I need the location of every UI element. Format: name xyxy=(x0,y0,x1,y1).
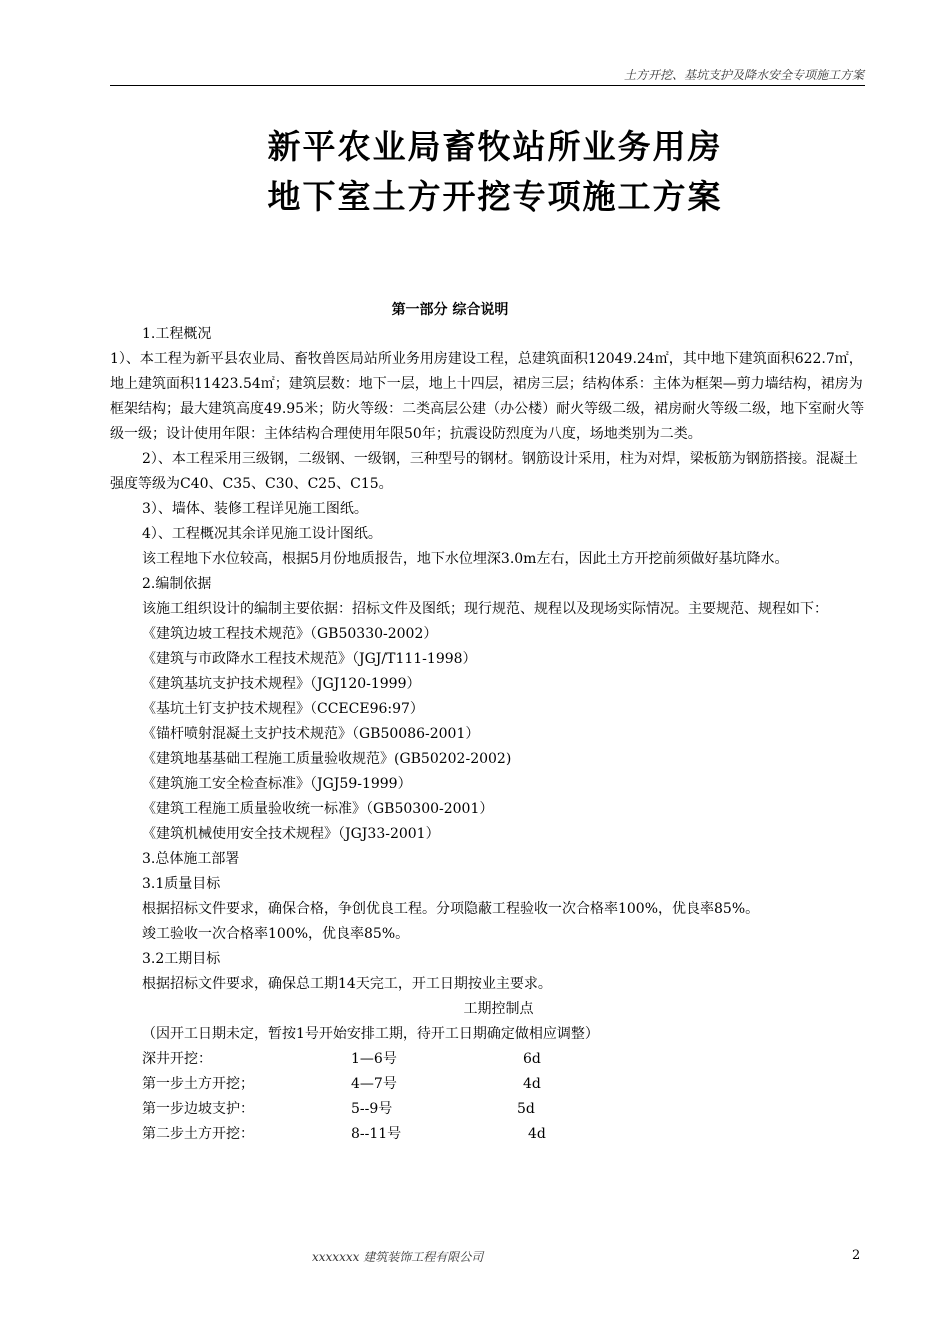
running-header: 土方开挖、基坑支护及降水安全专项施工方案 xyxy=(623,68,864,82)
dates-cell: 1—6号 xyxy=(351,1051,397,1067)
duration-cell: 4d xyxy=(528,1126,546,1142)
duration-cell: 5d xyxy=(517,1101,535,1117)
document-title xyxy=(0,122,950,222)
list-item: 《建筑边坡工程技术规范》（GB50330-2002） xyxy=(142,626,438,642)
task-cell: 第二步土方开挖： xyxy=(142,1126,254,1142)
task-cell: 第一步边坡支护： xyxy=(142,1101,254,1117)
list-item: 《建筑基坑支护技术规程》（JGJ120-1999） xyxy=(142,676,421,692)
overview-paragraph-1: 1）、本工程为新平县农业局、畜牧兽医局站所业务用房建设工程，总建筑面积12049.24㎡，其中地下建筑面积622.7㎡，地上建筑面积11423.54㎡；建筑层数：地下一层，地上十四层，裙房三层；结构体系：主体为框架—剪力墙结构，裙房为框架结构；最大建筑高度49.95米；防火等级：二类高层公建（办公楼）耐火等级二级，裙房耐火等级二级，地下室耐火等级一级；设计使用年限：主体结构合理使用年限50年；抗震设防烈度为八度，场地类别为二类。 xyxy=(110,351,865,442)
page-number: 2 xyxy=(852,1248,861,1263)
header-divider xyxy=(110,85,865,86)
duration-cell: 4d xyxy=(523,1076,541,1092)
list-item: 《建筑工程施工质量验收统一标准》（GB50300-2001） xyxy=(142,801,494,817)
table-row xyxy=(110,1047,867,1072)
table-row xyxy=(110,1072,867,1097)
quality-paragraph-1: 根据招标文件要求，确保合格，争创优良工程。分项隐蔽工程验收一次合格率100%，优良率85%。 xyxy=(142,901,760,917)
overview-paragraph-2: 2）、本工程采用三级钢，二级钢、一级钢，三种型号的钢材。钢筋设计采用，柱为对焊，梁板筋为钢筋搭接。混凝土强度等级为C40、C35、C30、C25、C15。 xyxy=(110,451,858,492)
dates-cell: 5--9号 xyxy=(351,1101,393,1117)
heading-deployment: 3.总体施工部署 xyxy=(142,851,240,867)
task-cell: 深井开挖： xyxy=(142,1051,212,1067)
list-item: 《基坑土钉支护技术规程》（CCECE96:97） xyxy=(142,701,424,717)
dates-cell: 4—7号 xyxy=(351,1076,397,1092)
duration-cell: 6d xyxy=(523,1051,541,1067)
list-item: 《建筑施工安全检查标准》（JGJ59-1999） xyxy=(142,776,412,792)
footer-company: xxxxxxx 建筑装饰工程有限公司 xyxy=(312,1250,484,1264)
list-item: 《建筑地基基础工程施工质量验收规范》(GB50202-2002) xyxy=(142,751,512,767)
list-item: 《建筑与市政降水工程技术规范》（JGJ/T111-1998） xyxy=(142,651,477,667)
reference-list xyxy=(110,622,867,847)
heading-quality-goal: 3.1质量目标 xyxy=(142,876,221,892)
task-cell: 第一步土方开挖； xyxy=(142,1076,254,1092)
basis-intro: 该施工组织设计的编制主要依据：招标文件及图纸；现行规范、规程以及现场实际情况。主要规范、规程如下： xyxy=(142,601,828,617)
schedule-table-title: 工期控制点 xyxy=(463,1001,534,1017)
document-body xyxy=(110,322,867,1147)
overview-paragraph-5: 该工程地下水位较高，根据5月份地质报告，地下水位埋深3.0m左右，因此土方开挖前须做好基坑降水。 xyxy=(142,551,789,567)
dates-cell: 8--11号 xyxy=(351,1126,402,1142)
quality-paragraph-2: 竣工验收一次合格率100%，优良率85%。 xyxy=(142,926,410,942)
heading-schedule-goal: 3.2工期目标 xyxy=(142,951,221,967)
overview-paragraph-4: 4）、工程概况其余详见施工设计图纸。 xyxy=(142,526,382,542)
title-line-1: 新平农业局畜牧站所业务用房 xyxy=(267,127,723,166)
table-row xyxy=(110,1097,867,1122)
schedule-paragraph: 根据招标文件要求，确保总工期14天完工，开工日期按业主要求。 xyxy=(142,976,552,992)
schedule-table xyxy=(110,1047,867,1147)
overview-paragraph-3: 3）、墙体、装修工程详见施工图纸。 xyxy=(142,501,368,517)
list-item: 《锚杆喷射混凝土支护技术规范》（GB50086-2001） xyxy=(142,726,480,742)
list-item: 《建筑机械使用安全技术规程》（JGJ33-2001） xyxy=(142,826,440,842)
heading-project-overview: 1.工程概况 xyxy=(142,326,212,342)
heading-basis: 2.编制依据 xyxy=(142,576,212,592)
section-heading: 第一部分 综合说明 xyxy=(391,302,509,318)
title-line-2: 地下室土方开挖专项施工方案 xyxy=(267,177,723,216)
table-row xyxy=(110,1122,867,1147)
schedule-note: （因开工日期未定，暂按1号开始安排工期，待开工日期确定做相应调整） xyxy=(142,1026,599,1042)
